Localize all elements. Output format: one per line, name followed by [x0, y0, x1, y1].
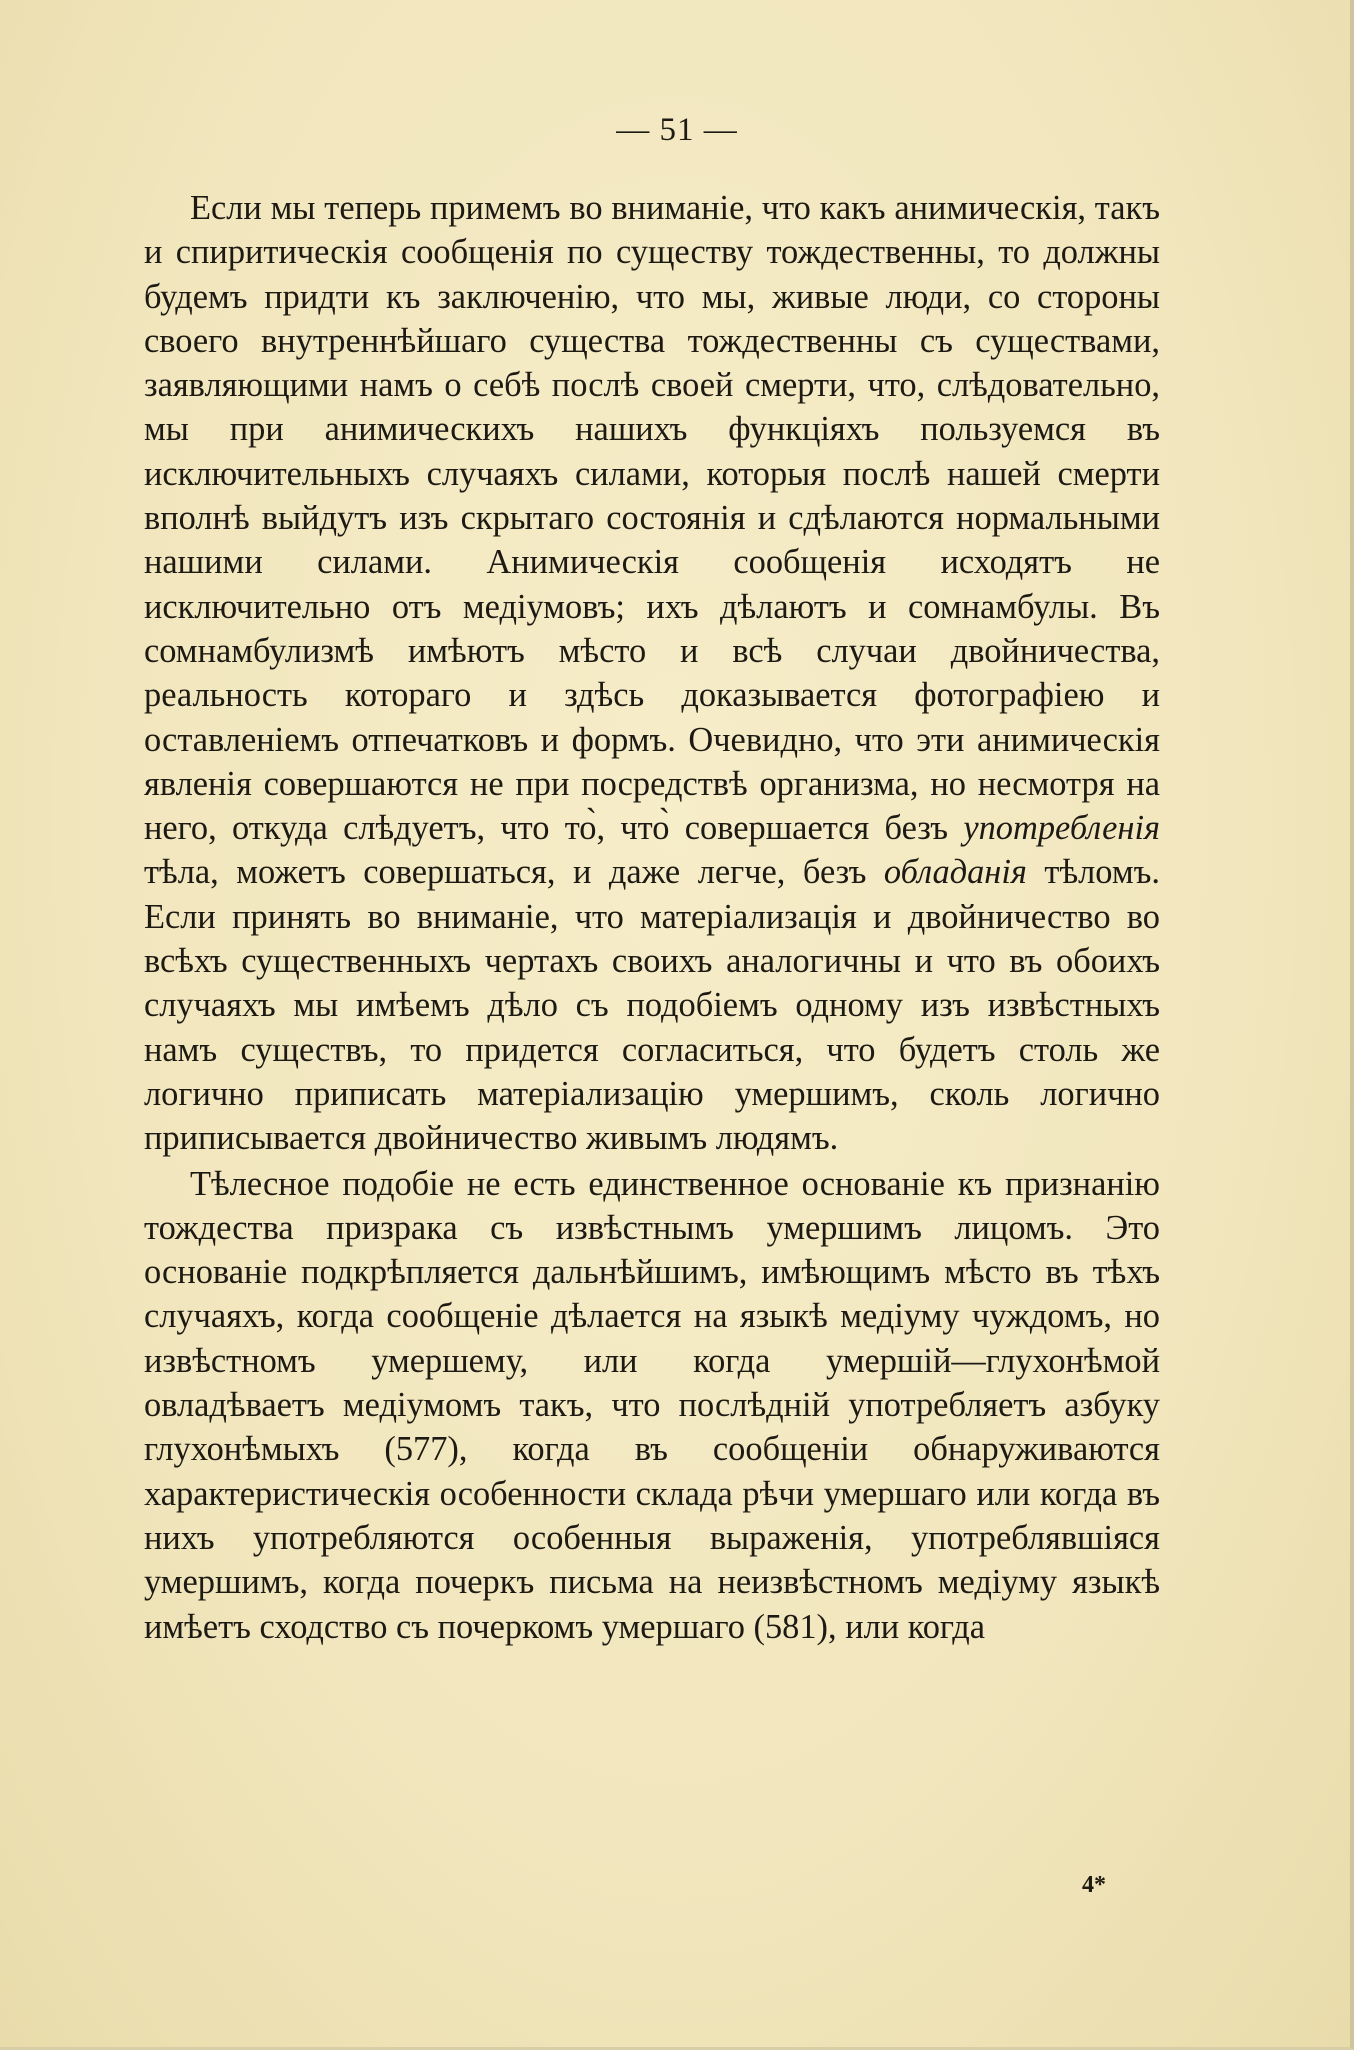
- signature-mark: 4*: [1082, 1872, 1106, 1898]
- body-text: [144, 186, 1160, 1649]
- paragraph-1-part-3: тѣломъ. Если принять во вниманіе, что матеріализація и двойничество во всѣхъ существенныхъ чертахъ своихъ аналогичны и что въ обоихъ случаяхъ мы имѣемъ дѣло съ подобіемъ одному изъ извѣстныхъ намъ существъ, то придется согласиться, что будетъ столь же логично приписать матеріализацію умершимъ, сколь логично приписывается двойничество живымъ людямъ.: [144, 853, 1160, 1158]
- paragraph-1: [144, 186, 1160, 1161]
- emphasis-obladaniya: обладанія: [883, 853, 1027, 892]
- paragraph-2: Тѣлесное подобіе не есть единственное основаніе къ признанію тождества призрака съ извѣстнымъ умершимъ лицомъ. Это основаніе подкрѣпляется дальнѣйшимъ, имѣющимъ мѣсто въ тѣхъ случаяхъ, когда сообщеніе дѣлается на языкѣ медіуму чуждомъ, но извѣстномъ умершему, или когда умершій—глухонѣмой овладѣваетъ медіумомъ такъ, что послѣдній употребляетъ азбуку глухонѣмыхъ (577), когда въ сообщеніи обнаруживаются характеристическія особенности склада рѣчи умершаго или когда въ нихъ употребляются особенныя выраженія, употреблявшіяся умершимъ, когда почеркъ письма на неизвѣстномъ медіуму языкѣ имѣетъ сходство съ почеркомъ умершаго (581), или когда: [144, 1164, 1160, 1646]
- paragraph-1-part-2: тѣла, можетъ совершаться, и даже легче, безъ: [144, 853, 884, 892]
- paragraph-1-part-1: Если мы теперь примемъ во вниманіе, что какъ анимическія, такъ и спиритическія сообщенія по существу тождественны, то должны будемъ придти къ заключенію, что мы, живые люди, со стороны своего внутреннѣйшаго существа тождественны съ существами, заявляющими намъ о себѣ послѣ своей смерти, что, слѣдовательно, мы при анимическихъ нашихъ функціяхъ пользуемся въ исключительныхъ случаяхъ силами, которыя послѣ нашей смерти вполнѣ выйдутъ изъ скрытаго состоянія и сдѣлаются нормальными нашими силами. Анимическія сообщенія исходятъ не исключительно отъ медіумовъ; ихъ дѣлаютъ и сомнамбулы. Въ сомнамбулизмѣ имѣютъ мѣсто и всѣ случаи двойничества, реальность котораго и здѣсь доказывается фотографіею и оставленіемъ отпечатковъ и формъ. Очевидно, что эти анимическія явленія совершаются не при посредствѣ организма, но несмотря на него, откуда слѣдуетъ, что то̀, что̀ совершается безъ: [144, 189, 1160, 848]
- emphasis-upotrebleniya: употребленія: [963, 809, 1160, 848]
- page-number: — 51 —: [616, 112, 738, 148]
